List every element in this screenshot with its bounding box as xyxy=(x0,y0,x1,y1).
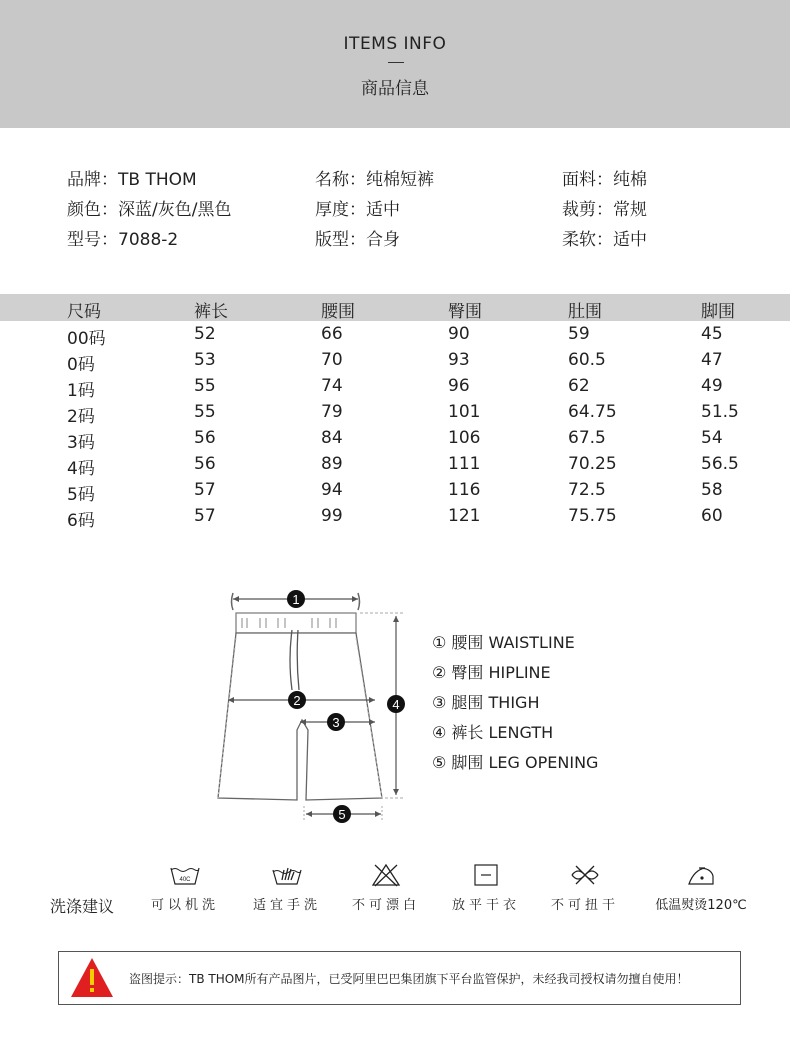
table-cell: 75.75 xyxy=(568,506,617,526)
care-item-dry-flat xyxy=(431,862,541,913)
table-cell: 53 xyxy=(194,350,216,370)
care-label: 低温熨烫120℃ xyxy=(655,898,747,913)
no-bleach-icon xyxy=(370,862,402,888)
care-item-no-bleach xyxy=(331,862,441,913)
table-cell: 6码 xyxy=(67,511,95,531)
column-header: 臀围 xyxy=(448,302,482,322)
table-row xyxy=(0,451,790,477)
table-cell: 64.75 xyxy=(568,402,617,422)
care-label: 不可漂白 xyxy=(351,898,420,913)
table-cell: 55 xyxy=(194,402,216,422)
column-header: 尺码 xyxy=(67,302,101,322)
table-cell: 58 xyxy=(701,480,723,500)
marker-label: 3 xyxy=(332,715,340,730)
care-label: 可以机洗 xyxy=(150,898,219,913)
marker-label: 2 xyxy=(293,693,301,708)
care-instructions xyxy=(0,862,790,922)
title-en: ITEMS INFO xyxy=(343,34,447,54)
table-cell: 93 xyxy=(448,350,470,370)
table-cell: 62 xyxy=(568,376,590,396)
table-cell: 60 xyxy=(701,506,723,526)
table-row xyxy=(0,503,790,529)
table-cell: 2码 xyxy=(67,407,95,427)
table-cell: 101 xyxy=(448,402,481,422)
table-cell: 57 xyxy=(194,506,216,526)
header-banner xyxy=(0,0,790,128)
column-header: 腰围 xyxy=(321,302,355,322)
table-cell: 1码 xyxy=(67,381,95,401)
table-row xyxy=(0,321,790,347)
size-table-header xyxy=(0,294,790,321)
table-cell: 59 xyxy=(568,324,590,344)
title-divider xyxy=(388,62,404,63)
table-cell: 5码 xyxy=(67,485,95,505)
table-cell: 116 xyxy=(448,480,481,500)
table-row xyxy=(0,373,790,399)
iron-low-icon xyxy=(685,862,717,888)
no-wring-icon xyxy=(569,862,601,888)
table-cell: 96 xyxy=(448,376,470,396)
warning-icon xyxy=(69,956,115,1000)
marker-label: 5 xyxy=(338,807,346,822)
table-cell: 4码 xyxy=(67,459,95,479)
info-fabric: 面料：纯棉 xyxy=(562,170,647,190)
table-row xyxy=(0,399,790,425)
table-cell: 0码 xyxy=(67,355,95,375)
care-item-iron-low xyxy=(646,862,756,913)
info-name: 名称：纯棉短裤 xyxy=(315,170,434,190)
legend-waistline: ① 腰围 WAISTLINE xyxy=(432,633,575,652)
table-cell: 121 xyxy=(448,506,481,526)
table-cell: 70 xyxy=(321,350,343,370)
table-cell: 55 xyxy=(194,376,216,396)
legend-leg-opening: ⑤ 脚围 LEG OPENING xyxy=(432,753,599,772)
info-model: 型号：7088-2 xyxy=(67,230,179,250)
table-cell: 79 xyxy=(321,402,343,422)
shorts-illustration xyxy=(200,580,420,830)
measurement-legend xyxy=(432,630,598,780)
notice-text: 盗图提示：TB THOM所有产品图片，已受阿里巴巴集团旗下平台监管保护，未经我司授权请勿擅自使用！ xyxy=(129,972,689,986)
table-cell: 49 xyxy=(701,376,723,396)
marker-label: 4 xyxy=(392,697,400,712)
table-cell: 57 xyxy=(194,480,216,500)
table-cell: 106 xyxy=(448,428,481,448)
info-row xyxy=(67,195,767,225)
tumble-dry-flat-icon xyxy=(470,862,502,888)
legend-length: ④ 裤长 LENGTH xyxy=(432,723,554,742)
column-header: 裤长 xyxy=(194,302,228,322)
table-cell: 60.5 xyxy=(568,350,606,370)
legend-thigh: ③ 腿围 THIGH xyxy=(432,693,540,712)
table-cell: 52 xyxy=(194,324,216,344)
table-cell: 99 xyxy=(321,506,343,526)
care-title: 洗涤建议 xyxy=(50,897,115,916)
table-cell: 111 xyxy=(448,454,481,474)
care-item-machine-wash xyxy=(130,862,240,913)
table-cell: 89 xyxy=(321,454,343,474)
care-label: 适宜手洗 xyxy=(252,898,321,913)
table-cell: 00码 xyxy=(67,329,106,349)
table-cell: 45 xyxy=(701,324,723,344)
table-cell: 56.5 xyxy=(701,454,739,474)
table-cell: 67.5 xyxy=(568,428,606,448)
info-cut: 裁剪：常规 xyxy=(562,200,647,220)
title-cn: 商品信息 xyxy=(361,79,429,99)
info-softness: 柔软：适中 xyxy=(562,230,647,250)
table-cell: 47 xyxy=(701,350,723,370)
info-brand: 品牌：TB THOM xyxy=(67,170,197,190)
marker-label: 1 xyxy=(292,592,300,607)
shorts-diagram xyxy=(200,580,420,830)
table-cell: 66 xyxy=(321,324,343,344)
care-item-no-wring xyxy=(530,862,640,913)
info-row xyxy=(67,225,767,255)
copyright-notice xyxy=(58,951,741,1005)
info-fit: 版型：合身 xyxy=(315,230,400,250)
table-cell: 94 xyxy=(321,480,343,500)
table-cell: 74 xyxy=(321,376,343,396)
column-header: 脚围 xyxy=(701,302,735,322)
table-cell: 72.5 xyxy=(568,480,606,500)
table-cell: 90 xyxy=(448,324,470,344)
product-info xyxy=(67,165,767,255)
table-cell: 3码 xyxy=(67,433,95,453)
care-item-hand-wash xyxy=(232,862,342,913)
table-row xyxy=(0,425,790,451)
info-row xyxy=(67,165,767,195)
care-label: 不可扭干 xyxy=(550,898,619,913)
info-thickness: 厚度：适中 xyxy=(315,200,400,220)
table-row xyxy=(0,477,790,503)
info-color: 颜色：深蓝/灰色/黑色 xyxy=(67,200,232,220)
table-cell: 56 xyxy=(194,454,216,474)
size-table-body xyxy=(0,321,790,529)
wash-temp: 40C xyxy=(179,877,191,883)
table-cell: 54 xyxy=(701,428,723,448)
table-cell: 70.25 xyxy=(568,454,617,474)
table-cell: 84 xyxy=(321,428,343,448)
table-row xyxy=(0,347,790,373)
legend-hipline: ② 臀围 HIPLINE xyxy=(432,663,551,682)
care-label: 放平干衣 xyxy=(451,898,520,913)
machine-wash-40-icon xyxy=(169,862,201,888)
table-cell: 51.5 xyxy=(701,402,739,422)
table-cell: 56 xyxy=(194,428,216,448)
column-header: 肚围 xyxy=(568,302,602,322)
hand-wash-icon xyxy=(271,862,303,888)
